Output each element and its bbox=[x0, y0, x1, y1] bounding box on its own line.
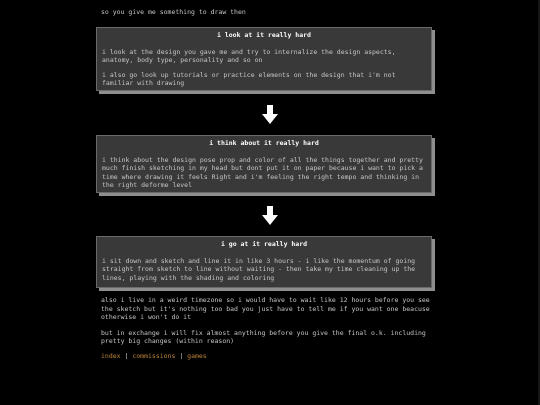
step-paragraph: i sit down and sketch and line it in like 3 hours - i like the momentum of going straight from sketch to line without waiting - then take my time cleaning up the lines, playing with the shading and coloring bbox=[102, 256, 416, 282]
outro-paragraph: but in exchange i will fix almost anything before you give the final o.k. including pretty big changes (within reason) bbox=[101, 328, 426, 346]
step-paragraph: i also go look up tutorials or practice elements on the design that i'm not familiar with drawing bbox=[102, 70, 396, 88]
step-card-1 bbox=[96, 27, 432, 91]
step-title: i look at it really hard bbox=[217, 31, 311, 39]
nav-link-index[interactable]: index bbox=[101, 352, 121, 360]
outro-paragraph: also i live in a weird timezone so i would have to wait like 12 hours before you see the sketch but it's nothing too bad you just have to tell me if you want one beacuse otherwise i won't do it bbox=[101, 296, 430, 322]
step-title: i go at it really hard bbox=[220, 240, 308, 248]
nav-separator: | bbox=[179, 352, 184, 360]
step-card-3 bbox=[96, 236, 432, 288]
outro-section bbox=[101, 296, 441, 346]
step-paragraph: i think about the design pose prop and color of all the things together and pretty much finish sketching in my head but dont put it on paper because i want to pick a time where drawing it feels Right and i'm feeling the right tempo and thinking in the right deforme level bbox=[102, 155, 423, 190]
intro-text: so you give me something to draw then bbox=[101, 8, 246, 16]
nav-link-games[interactable]: games bbox=[187, 352, 207, 360]
step-card-2 bbox=[96, 135, 432, 193]
footer-nav bbox=[101, 352, 207, 361]
step-paragraph: i look at the design you gave me and try to internalize the design aspects, anatomy, body type, personality and so on bbox=[102, 47, 396, 65]
step-title: i think about it really hard bbox=[209, 139, 319, 147]
nav-link-commissions[interactable]: commissions bbox=[132, 352, 176, 360]
arrow-down-icon bbox=[262, 206, 278, 225]
nav-separator: | bbox=[124, 352, 129, 360]
arrow-down-icon bbox=[262, 105, 278, 124]
